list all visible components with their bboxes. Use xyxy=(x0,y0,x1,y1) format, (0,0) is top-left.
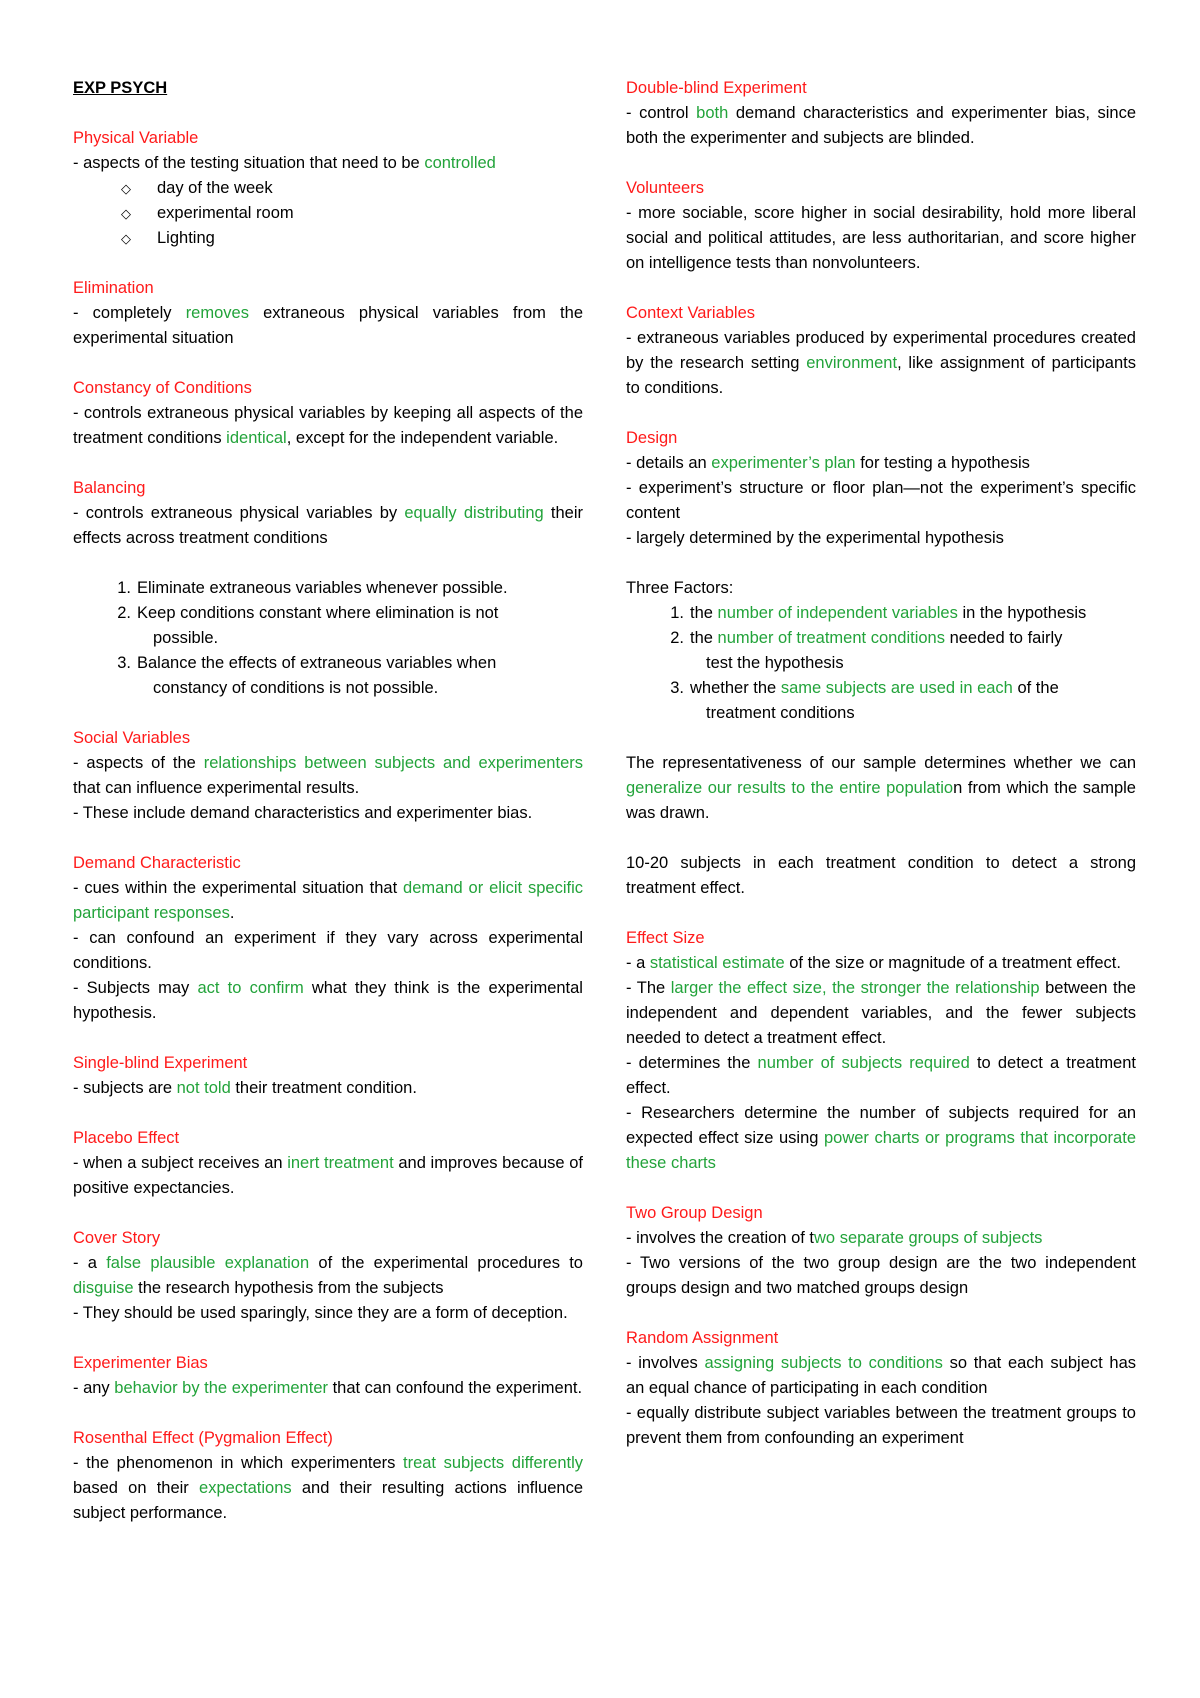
list-item: 1. the number of independent variables in the hypothesis xyxy=(670,604,1087,622)
section-cover-story xyxy=(73,1226,583,1326)
definition: - subjects are not told their treatment condition. xyxy=(73,1079,417,1097)
definition: - aspects of the testing situation that need to be controlled xyxy=(73,154,496,172)
definition: - controls extraneous physical variables by equally distributing their effects across treatment conditions xyxy=(73,504,583,547)
section-three-factors xyxy=(626,576,1136,726)
note: - equally distribute subject variables between the treatment groups to prevent them from confounding an experiment xyxy=(626,1404,1136,1447)
section-heading: Elimination xyxy=(73,279,154,297)
definition: - the phenomenon in which experimenters treat subjects differently based on their expectations and their resulting actions influence subject performance. xyxy=(73,1454,584,1522)
note: - These include demand characteristics and experimenter bias. xyxy=(73,804,533,822)
definition: - involves the creation of two separate groups of subjects xyxy=(626,1229,1043,1247)
definition: - involves assigning subjects to conditions so that each subject has an equal chance of participating in each condition xyxy=(626,1354,1137,1397)
document-title: EXP PSYCH xyxy=(73,79,168,97)
definition: - controls extraneous physical variables by keeping all aspects of the treatment conditions identical, except for the independent variable. xyxy=(73,404,583,447)
diamond-bullet-icon: ◇ xyxy=(121,206,131,221)
section-single-blind xyxy=(73,1051,583,1101)
note: - The larger the effect size, the stronger the relationship between the independent and dependent variables, and the fewer subjects needed to detect a treatment effect. xyxy=(626,979,1136,1047)
section-double-blind xyxy=(626,76,1136,151)
section-heading: Context Variables xyxy=(626,304,756,322)
section-balancing xyxy=(73,476,583,701)
note: - largely determined by the experimental hypothesis xyxy=(626,529,1004,547)
note: - determines the number of subjects required to detect a treatment effect. xyxy=(626,1054,1136,1097)
list-item: 1. Eliminate extraneous variables whenever possible. xyxy=(117,579,508,597)
section-heading: Physical Variable xyxy=(73,129,199,147)
section-heading: Demand Characteristic xyxy=(73,854,241,872)
left-column xyxy=(73,76,583,1551)
section-heading: Cover Story xyxy=(73,1229,161,1247)
section-elimination xyxy=(73,276,583,351)
note: - They should be used sparingly, since they are a form of deception. xyxy=(73,1304,568,1322)
section-random-assignment xyxy=(626,1326,1136,1451)
list-item: ◇ day of the week xyxy=(121,176,583,201)
definition: - cues within the experimental situation that demand or elicit specific participant responses. xyxy=(73,879,583,922)
paragraph: 10-20 subjects in each treatment condition to detect a strong treatment effect. xyxy=(626,854,1136,897)
section-heading: Constancy of Conditions xyxy=(73,379,252,397)
section-social-variables xyxy=(73,726,583,826)
section-heading: Two Group Design xyxy=(626,1204,763,1222)
section-physical-variable xyxy=(73,126,583,251)
section-heading: Volunteers xyxy=(626,179,704,197)
section-representativeness xyxy=(626,751,1136,826)
list-item: 3. Balance the effects of extraneous variables when constancy of conditions is not possible. xyxy=(117,654,497,697)
note: - Researchers determine the number of subjects required for an expected effect size using power charts or programs that incorporate these charts xyxy=(626,1104,1136,1172)
diamond-bullet-icon: ◇ xyxy=(121,231,131,246)
section-heading: Effect Size xyxy=(626,929,705,947)
diamond-bullet-icon: ◇ xyxy=(121,181,131,196)
definition: - when a subject receives an inert treatment and improves because of positive expectancies. xyxy=(73,1154,583,1197)
list-item: ◇ Lighting xyxy=(121,226,583,251)
section-heading: Random Assignment xyxy=(626,1329,779,1347)
section-heading: Social Variables xyxy=(73,729,191,747)
section-demand-characteristic xyxy=(73,851,583,1026)
definition: - details an experimenter’s plan for testing a hypothesis xyxy=(626,454,1030,472)
definition: - extraneous variables produced by experimental procedures created by the research setting environment, like assignment of participants to conditions. xyxy=(626,329,1136,397)
section-two-group-design xyxy=(626,1201,1136,1301)
section-heading: Three Factors: xyxy=(626,579,734,597)
section-heading: Placebo Effect xyxy=(73,1129,180,1147)
section-heading: Balancing xyxy=(73,479,146,497)
paragraph: The representativeness of our sample determines whether we can generalize our results to the entire population from which the sample was drawn. xyxy=(626,754,1136,822)
definition: - control both demand characteristics and experimenter bias, since both the experimenter and subjects are blinded. xyxy=(626,104,1136,147)
list-item: 2. the number of treatment conditions needed to fairly test the hypothesis xyxy=(670,629,1063,672)
section-placebo-effect xyxy=(73,1126,583,1201)
section-volunteers xyxy=(626,176,1136,276)
definition: - more sociable, score higher in social desirability, hold more liberal social and political attitudes, are less authoritarian, and score higher on intelligence tests than nonvolunteers. xyxy=(626,204,1136,272)
section-context-variables xyxy=(626,301,1136,401)
list-item: 2. Keep conditions constant where elimination is not possible. xyxy=(117,604,499,647)
section-effect-size xyxy=(626,926,1136,1176)
factors-list xyxy=(626,601,1136,726)
section-heading: Design xyxy=(626,429,678,447)
note: - experiment’s structure or floor plan—not the experiment’s specific content xyxy=(626,479,1136,522)
section-rosenthal-effect xyxy=(73,1426,583,1526)
note: - can confound an experiment if they vary across experimental conditions. xyxy=(73,929,583,972)
section-heading: Experimenter Bias xyxy=(73,1354,208,1372)
section-constancy-of-conditions xyxy=(73,376,583,451)
list-item: 3. whether the same subjects are used in each of the treatment conditions xyxy=(670,679,1059,722)
example-list xyxy=(73,176,583,251)
section-design xyxy=(626,426,1136,551)
right-column xyxy=(626,76,1136,1476)
section-subjects-count xyxy=(626,851,1136,901)
note: - Subjects may act to confirm what they think is the experimental hypothesis. xyxy=(73,979,583,1022)
definition: - a statistical estimate of the size or magnitude of a treatment effect. xyxy=(626,954,1121,972)
section-heading: Rosenthal Effect (Pygmalion Effect) xyxy=(73,1429,333,1447)
list-item: ◇ experimental room xyxy=(121,201,583,226)
definition: - any behavior by the experimenter that can confound the experiment. xyxy=(73,1379,583,1397)
definition: - completely removes extraneous physical variables from the experimental situation xyxy=(73,304,583,347)
definition: - aspects of the relationships between subjects and experimenters that can influence experimental results. xyxy=(73,754,583,797)
definition: - a false plausible explanation of the experimental procedures to disguise the research hypothesis from the subjects xyxy=(73,1254,583,1297)
section-heading: Single-blind Experiment xyxy=(73,1054,248,1072)
section-heading: Double-blind Experiment xyxy=(626,79,807,97)
note: - Two versions of the two group design are the two independent groups design and two matched groups design xyxy=(626,1254,1136,1297)
steps-list xyxy=(73,576,583,701)
section-experimenter-bias xyxy=(73,1351,583,1401)
